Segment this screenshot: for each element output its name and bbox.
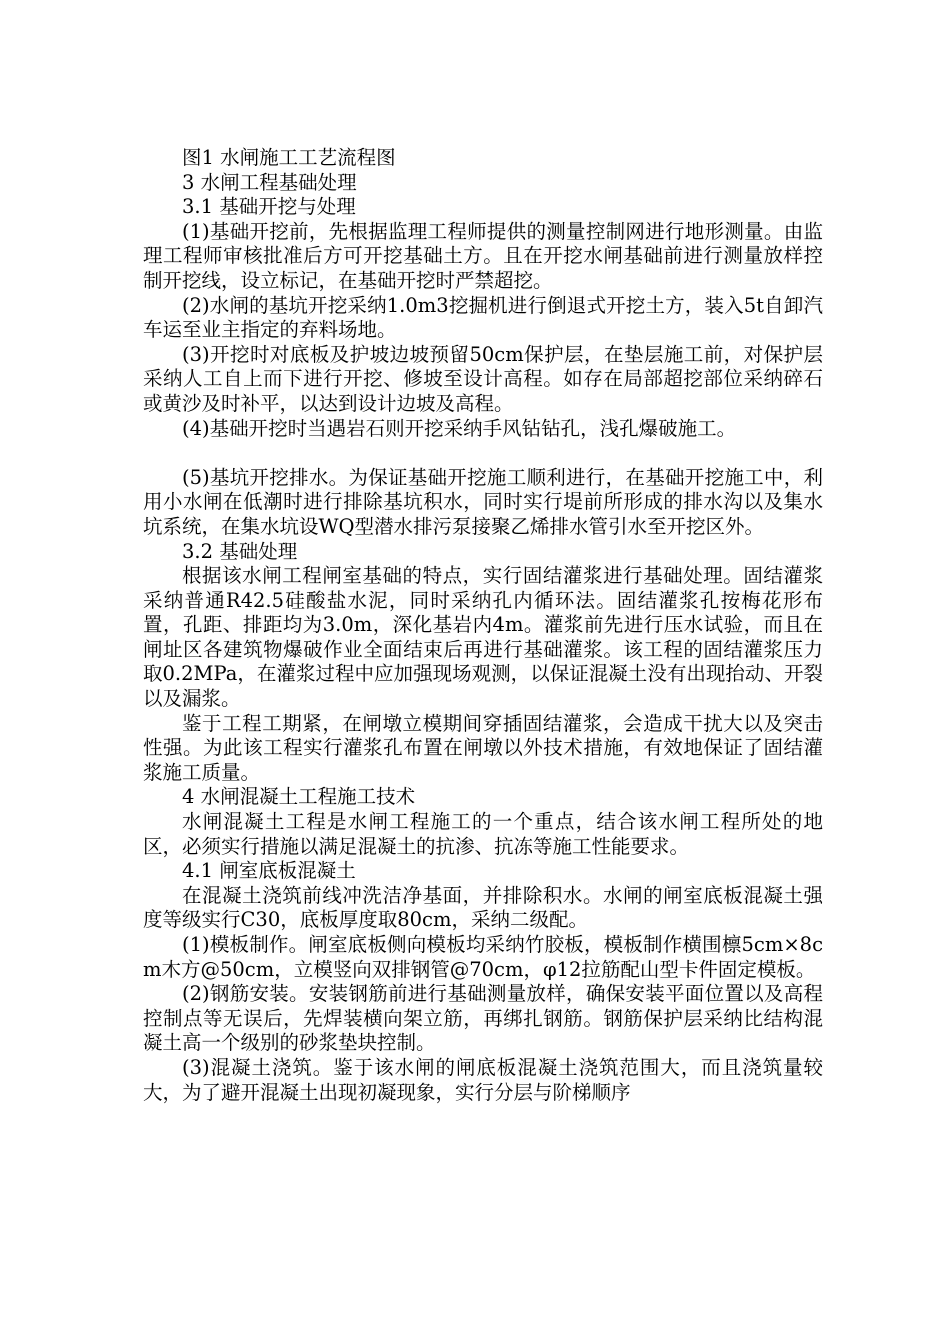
paragraph-4-1-item-2: (2)钢筋安装。安装钢筋前进行基础测量放样，确保安装平面位置以及高程控制点等无误后，先焊装横向架立筋，再绑扎钢筋。钢筋保护层采纳比结构混凝土高一个级别的砂浆垫块控制。: [143, 982, 823, 1055]
paragraph-3-2-body-1: 根据该水闸工程闸室基础的特点，实行固结灌浆进行基础处理。固结灌浆采纳普通R42.5硅酸盐水泥，同时采纳孔内循环法。固结灌浆孔按梅花形布置，孔距、排距均为3.0m，深化基岩内4m。灌浆前先进行压水试验，而且在闸址区各建筑物爆破作业全面结束后再进行基础灌浆。该工程的固结灌浆压力取0.2MPa，在灌浆过程中应加强现场观测，以保证混凝土没有出现抬动、开裂以及漏浆。: [143, 564, 823, 711]
document-body: [143, 146, 823, 1105]
section-heading-3: 3 水闸工程基础处理: [182, 170, 357, 194]
paragraph-3-2-body-2: 鉴于工程工期紧，在闸墩立模期间穿插固结灌浆，会造成干扰大以及突击性强。为此该工程实行灌浆孔布置在闸墩以外技术措施，有效地保证了固结灌浆施工质量。: [143, 711, 823, 784]
paragraph-4-intro: 水闸混凝土工程是水闸工程施工的一个重点，结合该水闸工程所处的地区，必须实行措施以满足混凝土的抗渗、抗冻等施工性能要求。: [143, 810, 823, 858]
paragraph-3-1-item-1: (1)基础开挖前，先根据监理工程师提供的测量控制网进行地形测量。由监理工程师审核批准后方可开挖基础土方。且在开挖水闸基础前进行测量放样控制开挖线，设立标记，在基础开挖时严禁超挖。: [143, 219, 823, 292]
paragraph-3-1-item-3: (3)开挖时对底板及护坡边坡预留50cm保护层，在垫层施工前，对保护层采纳人工自上而下进行开挖、修坡至设计高程。如存在局部超挖部位采纳碎石或黄沙及时补平，以达到设计边坡及高程。: [143, 342, 823, 415]
section-heading-4: 4 水闸混凝土工程施工技术: [182, 785, 416, 809]
subsection-heading-4-1: 4.1 闸室底板混凝土: [182, 859, 356, 883]
paragraph-3-1-item-4: (4)基础开挖时当遇岩石则开挖采纳手风钻钻孔，浅孔爆破施工。: [182, 416, 737, 440]
blank-line: [143, 441, 823, 466]
figure-caption: 图1 水闸施工工艺流程图: [182, 146, 396, 169]
paragraph-3-1-item-5: (5)基坑开挖排水。为保证基础开挖施工顺利进行，在基础开挖施工中，利用小水闸在低潮时进行排除基坑积水，同时实行堤前所形成的排水沟以及集水坑系统，在集水坑设WQ型潜水排污泵接聚乙烯排水管引水至开挖区外。: [143, 465, 823, 538]
paragraph-4-1-item-1: (1)模板制作。闸室底板侧向模板均采纳竹胶板，模板制作横围檩5cm×8cm木方@50cm，立模竖向双排钢管@70cm，φ12拉筋配山型卡件固定模板。: [143, 933, 823, 981]
paragraph-3-1-item-2: (2)水闸的基坑开挖采纳1.0m3挖掘机进行倒退式开挖土方，装入5t自卸汽车运至业主指定的弃料场地。: [143, 293, 823, 342]
paragraph-4-1-item-3: (3)混凝土浇筑。鉴于该水闸的闸底板混凝土浇筑范围大，而且浇筑量较大，为了避开混凝土出现初凝现象，实行分层与阶梯顺序: [143, 1055, 823, 1104]
paragraph-4-1-body: 在混凝土浇筑前线冲洗洁净基面，并排除积水。水闸的闸室底板混凝土强度等级实行C30，底板厚度取80cm，采纳二级配。: [143, 883, 823, 932]
subsection-heading-3-1: 3.1 基础开挖与处理: [182, 195, 356, 219]
subsection-heading-3-2: 3.2 基础处理: [182, 539, 298, 563]
